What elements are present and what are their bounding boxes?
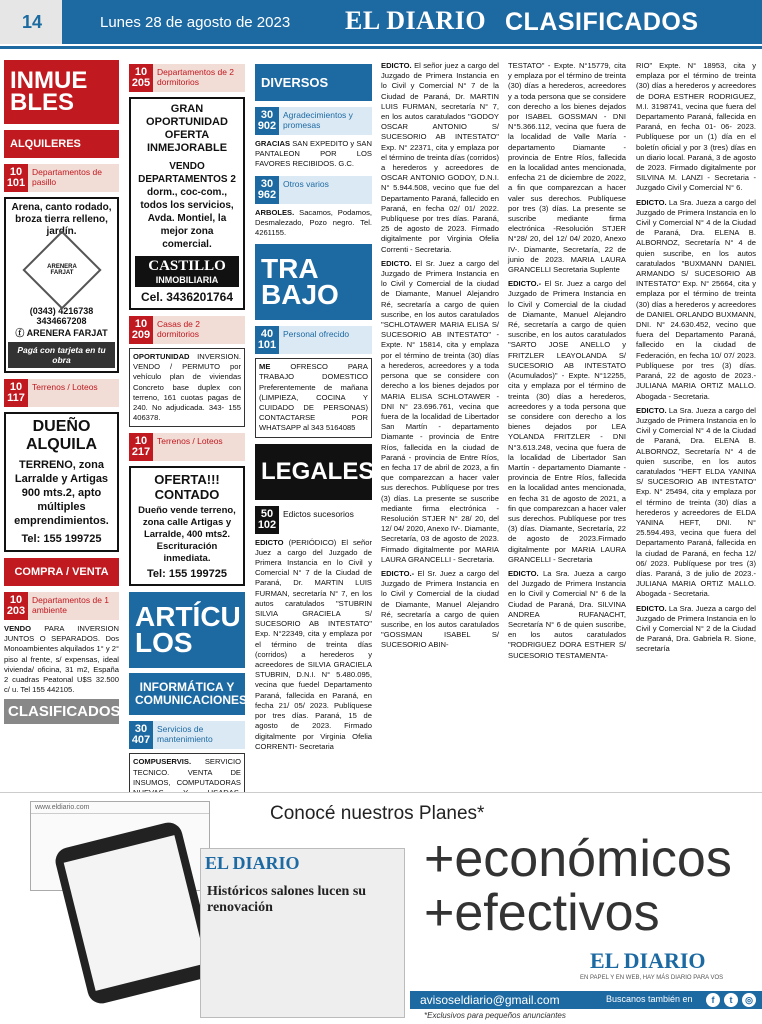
notice-text: TESTATO" - Expte. N°15779, cita y emplaza por el término de treinta (30) días a herederos, acreedores y a toda persona que se considere con derecho a los bienes dejados por ISABEL GOSSMAN - DNI N°5.366.112, vecina que fuera de la localidad de Valle María - departamento Diamante - provincia de Entre Ríos, fallecida en la localidad antes mencionada, enfecha 21 de diciembre de 2022, a fin que comparezcan a hacer valer sus derechos. Publíquese por tres (3) días. La presente se suscribe mediante firma electrónica -Resolución STJER N°28/ 20, del 12/ 04/ 2020, Anexo IV-. Diamante, Secretaría, 22 de junio de 2023. MARIA LAURA GRANCELLI Secretaria Suplente [508,61,626,275]
subsection-compra-venta: COMPRA / VENTA [4,558,119,586]
notice-text: La Sra. Jueza a cargo del Juzgado de Primera Instancia en lo Civil y Comercial N° 2 de la Ciudad de Paraná, Dra. Gabriela R. Sione, secretaría [636,603,756,654]
ad-lead: VENDO [4,624,32,633]
legal-notice [636,604,756,655]
ad-text: Sacamos, Podamos, Desmalezado, Pozo negro. Tel. 4261155. [255,207,372,238]
section-trabajo: TRA BAJO [255,244,372,320]
legal-notice [636,198,756,402]
category-number: 10 203 [4,592,28,620]
category-number: 10 205 [129,64,153,92]
contact-email[interactable]: avisoseldiario@gmail.com [420,993,560,1007]
category-50102 [255,506,372,534]
category-label: Agradecimientos y promesas [279,107,372,135]
category-40101 [255,326,372,354]
category-label: Servicios de mantenimiento [153,721,245,749]
section-articulos: ARTÍCU LOS [129,592,245,668]
ad-text: Arena, canto rodado, broza tierra relleno, jardín. [11,202,112,237]
section-inmuebles: INMUE BLES [4,60,119,124]
instagram-icon[interactable]: ◎ [742,993,756,1007]
social-label: Buscanos también en [606,994,693,1004]
banner-economicos: +económicos [424,830,732,888]
notice-lead: EDICTO [255,537,284,547]
notice-lead: EDICTO. [381,258,412,268]
category-label: Terrenos / Loteos [153,433,245,461]
legal-notice [381,569,499,651]
ad-lead: COMPUSERVIS. [133,757,192,767]
banner-footer [410,991,762,1009]
subsection-informatica: INFORMÁTICA Y COMUNICACIONES [129,673,245,715]
legal-notice [636,61,756,194]
category-10205 [129,64,245,92]
column-3 [255,60,375,752]
section-legales: LEGALES [255,444,372,500]
legal-notice [508,61,626,275]
newspaper-logo: EL DIARIO [345,6,487,35]
notice-lead: EDICTO. [636,405,667,415]
legal-notice [381,259,499,565]
category-30407 [129,721,245,749]
paper-logo: EL DIARIO [205,853,300,873]
notice-text: La Sra. Jueza a cargo del Juzgado de Primera Instancia en lo Civil y Comercial N° 4 de la Ciudad de Paraná, Dra. ELENA B. ALBORNOZ, Secretaría N° 4 de quien suscribe, en los autos caratulados "BUXMANN DANIEL ARMANDO S/ SUCESORIO AB INTESTATO" Exp. N° 25664, cita y emplaza por el término de treinta (30) días a herederos y acreedores de DANIEL ORLANDO BUXMANN, DNI. N° 24.630.452, vecino que fuera del Departamento Paraná, fallecido en la ciudad de Federación, en fecha 10/ 07/ 2023. Publíquese por tres (3) días. Paraná, 22 de agosto de 2023.- JULIANA MARIA ORTIZ MALLO. Abogada - Secretaria. [636,197,756,401]
category-number: 10 217 [129,433,153,461]
brand-name: CASTILLO [148,258,226,274]
notice-lead: EDICTO. [636,197,667,207]
category-label: Edictos sucesorios [279,506,372,534]
notice-text: El Sr. Juez a cargo del Juzgado de Primera Instancia en lo Civil y Comercial de la ciudad de Diamante, Manuel Alejandro Ré, secretaría a cargo de quien suscribe, en los autos caratulados "GOSSMAN ISABEL S/ SUCESORIO ABIN- [381,568,499,650]
banner-efectivos: +efectivos [424,884,660,942]
page-header [0,0,762,50]
column-1 [4,60,119,724]
legal-notice [255,538,372,752]
ad-facebook [8,326,115,339]
ad-phone-1: (0343) 4216738 [29,306,94,316]
category-10217 [129,433,245,461]
footer-clasificados: CLASIFICADOS [4,699,119,724]
banner-logo: EL DIARIO [590,948,706,973]
facebook-name: ARENERA FARJAT [26,328,108,338]
classified-ad [255,208,372,239]
ad-lead: ARBOLES. [255,207,295,217]
banner-headline: Conocé nuestros Planes* [270,803,485,824]
castillo-logo [135,256,239,287]
category-label: Terrenos / Loteos [28,379,119,407]
notice-text: El Sr. Juez a cargo del Juzgado de Primera Instancia en lo Civil y Comercial de la ciudad de Diamante, Manuel Alejandro Ré, secretaría a cargo de quien suscribe, en los autos caratulados "SARTO JOSE ANELLO y FRITZLER LEAYOLANDA S/ SUCESORIO AB INTESTATO (Acumulados)" - Expte. N°12255, cita y emplaza por el término de treinta (30) días a herederos, acreedores y a toda persona que se considere con derecho a los bienes dejados por LEA YOLANDA FRITZLER - DNI N°3.613.248, vecina que fuera de la localidad de Libertador San Martín - departamento Diamante - provincia de Entre Ríos, fallecida en la localidad antes mencionada, en fecha 31 de agosto de 2021, a fin que comparezcan a hacer valer sus derechos. Publíquese por tres (3) días. Diamante, Secretaría, 22 de agosto de 2023.Firmado digitalmente por MARIA LAURA GRANCELLI - Secretaria [508,279,626,564]
brand-sub: INMOBILIARIA [155,275,219,285]
classified-ad [255,358,372,437]
notice-lead: EDICTO. [636,603,667,613]
category-label: Otros varios [279,176,372,204]
category-label: Casas de 2 dormitorios [153,316,245,344]
ad-dueno-alquila [4,412,119,552]
notice-lead: EDICTO. [381,61,412,70]
category-label: Departamentos de pasillo [28,164,119,192]
subsection-alquileres: ALQUILERES [4,130,119,158]
column-5 [508,57,626,661]
notice-lead: EDICTO.- [508,279,542,289]
classified-ad [255,139,372,170]
phone-screen [64,835,207,991]
banner-footnote: *Exclusivos para pequeños anunciantes [424,1011,566,1020]
ad-lead: OPORTUNIDAD [133,352,190,361]
category-number: 50 102 [255,506,279,534]
ad-body: Dueño vende terreno, zona calle Artigas y Larralde, 400 mts2. Escrituración inmediata. [138,505,236,565]
ad-body: VENDO DEPARTAMENTOS 2 dorm., coc-com., todos los servicios, Avda. Montiel, la mejor zona comercial. [138,161,236,250]
ad-text: INVERSION. VENDO / PERMUTO por vehículo plan de viviendas Concreto base duplex con terreno, 161 cuotas pagas de 240. No adjudicada. 343- 155 406378. [133,352,241,423]
category-number: 30 407 [129,721,153,749]
ad-tel: Tel: 155 199725 [147,568,227,581]
ad-body: TERRENO, zona Larralde y Artigas 900 mts.2, apto múltiples emprendimientos. [14,459,109,527]
section-title: CLASIFICADOS [505,8,699,36]
category-10203 [4,592,119,620]
newspaper-mockup [200,848,405,1018]
ad-tel: Tel: 155 199725 [21,533,102,545]
notice-text: (PERIÓDICO) El señor Juez a cargo del Juzgado de Primera Instancia en lo Civil y Comercial N° 7 de la Ciudad de Paraná, Dr. MARTIN LUIS FURMAN, secretaría N° 7, en los autos caratulados "STUBRIN SILVIA GRACIELA S/ SUCESORIO AB INTESTATO" Exp. N°22349, cita y emplaza por el término de treinta días (corridos) a herederos y acreedores de SILVIA GRACIELA STUBRIN, D.N.I. N° 5.480.095, vecina que fuedel Departamento Paraná, fallecida en Paraná, en fecha 21/ 05/ 2023. Publíquese por tres días. Paraná, 15 de agosto de 2023. Firmado digitalmente por Virginia Ofelia CORRENTI- Secretaria [255,537,372,751]
notice-lead: EDICTO.- [381,568,415,578]
ad-text: SAN EXPEDITO y SAN PANTALEON POR LOS FAVORES RECIBIDOS. G.C. [255,139,372,169]
category-label: Departamentos de 1 ambiente [28,592,119,620]
browser-url: www.eldiario.com [31,802,209,814]
legal-notice [508,279,626,565]
ad-oferta-contado [129,466,245,586]
ad-title: OFERTA!!! CONTADO [154,472,220,503]
category-label: Personal ofrecido [279,326,372,354]
column-2 [129,60,248,823]
page-number: 14 [0,0,62,44]
notice-text: El Sr. Juez a cargo del Juzgado de Primera Instancia en lo Civil y Comercial de la ciudad de Diamante, Manuel Alejandro Ré, secretaría a cargo de quien suscribe, en los autos caratulados "SCHLOTAWER MARIA ELISA S/ SUCESORIO AB INTESTATO" - Expte. N° 15814, cita y emplaza por el término de treinta (30) días a herederos, acreedores y a toda persona que se considere con derecho a los bienes dejados por MARIA ELISA SCHLOTAWER - DNI N° 23.696.761, vecina que fuera de la localidad de Libertador San Martín - departamento Diamante - provincia de Entre Ríos, fallecida en la ciudad de Paraná - provincia de Entre Ríos, en fecha 17 de abril de 2023, a fin que comparezcan a hacer valer sus derechos. Publíquese por tres (3) días. La presente se suscribe mediante firma electrónica -Resolución STJER N° 28/ 20, del 12/ 04/ 2020, Anexo IV-. Diamante, Secretaría, 03 de agosto de 2023. Firmado digitalmente por MARIA LAURA GRANCELLI - Secretaria. [381,258,499,564]
ad-text: SERVICIO TECNICO. VENTA DE INSUMOS, COMPUTADORAS [133,757,241,787]
category-10117 [4,379,119,407]
category-10101 [4,164,119,192]
facebook-icon: ⓕ [15,328,27,338]
classified-ad [4,624,119,695]
ad-text: PARA INVERSION JUNTOS O SEPARADOS. Dos Monoambientes alquilados 1° y 2° piso al frente, s/ expensas, ideal vivienda/ oficina, 31 m2, España 2 cuadras Peatonal U$S 32.500 c/ u. Tel 155 442105. [4,624,119,695]
ad-cel: Cel. 3436201764 [140,290,234,304]
notice-text: La Sra. Jueza a cargo del Juzgado de Primera Instancia en lo Civil y Comercial N° 4 de la Ciudad de Paraná, Dra. ELENA B. ALBORNOZ, Secretaría N° 4 de quien suscribe, en los autos caratulados "HEFT ELDA YANINA S/ SUCESORIO AB INTESTATO" Exp. N° 25494, cita y emplaza por el término de treinta (30) días a herederos y acreedores de ELDA YANINA HEFT, DNI. N° 25.594.493, vecina que fuera del Departamento Paraná, fallecida en la ciudad de Paraná, en fecha 12/ 06/ 2023. Publíquese por tres (3) días. Paraná, 3 de julio de 2023.- JULIANA MARIA ORTIZ MALLO. Abogada - Secretaria. [636,405,756,599]
category-30902 [255,107,372,135]
category-30962 [255,176,372,204]
facebook-icon[interactable]: f [706,993,720,1007]
ad-phone-2: 3434667208 [36,316,87,326]
arenera-logo-icon [22,230,101,309]
promo-banner [0,792,762,1024]
ad-title: GRAN OPORTUNIDAD OFERTA INMEJORABLE [146,103,228,154]
column-4 [381,57,499,651]
notice-text: La Sra. Jueza a cargo del Juzgado de Primera Instancia en lo Civil y Comercial N° 6 de la Ciudad de Paraná, Dra. SILVINA ANDREA RUFANACHT, Secretaría N° 6 de quien suscribe, en los autos caratulados "RODRIGUEZ DORA ESTHER S/ SUCESORIO TESTAMENTA- [508,568,626,660]
category-number: 30 902 [255,107,279,135]
classified-ad [129,348,245,427]
notice-lead: EDICTO. [508,568,539,578]
notice-text: El señor juez a cargo del Juzgado de Primera Instancia en lo Civil y Comercial N° 7 de la Ciudad de Paraná, Dr. MARTIN LUIS FURMAN, secretaría N° 7, en los autos caratulados "GODOY OSCAR ANTONIO S/ SUCESORIO AB INTESTATO" Exp. N° 22371, cita y emplaza por el término de treinta días (corridos) a herederos y acreedores de OSCAR ANTONIO GODOY, D.N.I. N° 5.944.508, vecino que fue del Departamento Paraná, fallecido en Paraná, en fecha 02/ 01/ 2022. Publíquese por tres días. Paraná, 25 de agosto de 2023. Firmado digitalmente por Virginia Ofelia Correnti - Secretaria. [381,61,499,254]
logo-text: ARENERA FARJAT [46,264,77,276]
ad-lead: ME [259,362,271,372]
twitter-icon[interactable]: t [724,993,738,1007]
issue-date: Lunes 28 de agosto de 2023 [100,14,291,31]
category-number: 10 101 [4,164,28,192]
ad-title: DUEÑO ALQUILA [25,418,98,453]
section-diversos: DIVERSOS [255,64,372,101]
category-10209 [129,316,245,344]
category-number: 30 962 [255,176,279,204]
paper-headline: Históricos salones lucen su renovación [207,884,367,915]
notice-text: RIO" Expte. N° 18953, cita y emplaza por el término de treinta (30) días a herederos y acreedores de DORA ESTHER RODRIGUEZ, M.I. 3198741, vecina que fuera del Departamento Paraná, fallecida en Paraná, en fecha 01- 06- 2023. Publíquese por un (1) día en el boletín oficial y por 3 (tres) días en un diario local. Paraná, 3 de agosto de 2023. Firmado digitalmente por SILVINA M. LANZI - Secretaria - Juzgado Civil y Comercial N° 6. [636,61,756,193]
category-label: Departamentos de 2 dormitorios [153,64,245,92]
ad-card-note: Pagá con tarjeta en tu obra [8,342,115,368]
column-6 [636,57,756,655]
banner-tagline: EN PAPEL Y EN WEB, HAY MÁS DIARIO PARA VOS [580,975,724,981]
legal-notice [381,61,499,255]
legal-notice [508,569,626,661]
category-number: 10 117 [4,379,28,407]
ad-arenera [4,197,119,373]
header-rule [0,46,762,49]
ad-castillo [129,97,245,310]
category-number: 10 209 [129,316,153,344]
legal-notice [636,406,756,600]
category-number: 40 101 [255,326,279,354]
ad-text: OFRESCO PARA TRABAJO DOMESTICO Preferentemente de mañana (LIMPIEZA, COCINA Y CUIDADO DE PERSONAS) CONTACTARSE POR WHATSAPP al 343 5164085 [259,362,368,433]
ad-lead: GRACIAS [255,139,291,148]
